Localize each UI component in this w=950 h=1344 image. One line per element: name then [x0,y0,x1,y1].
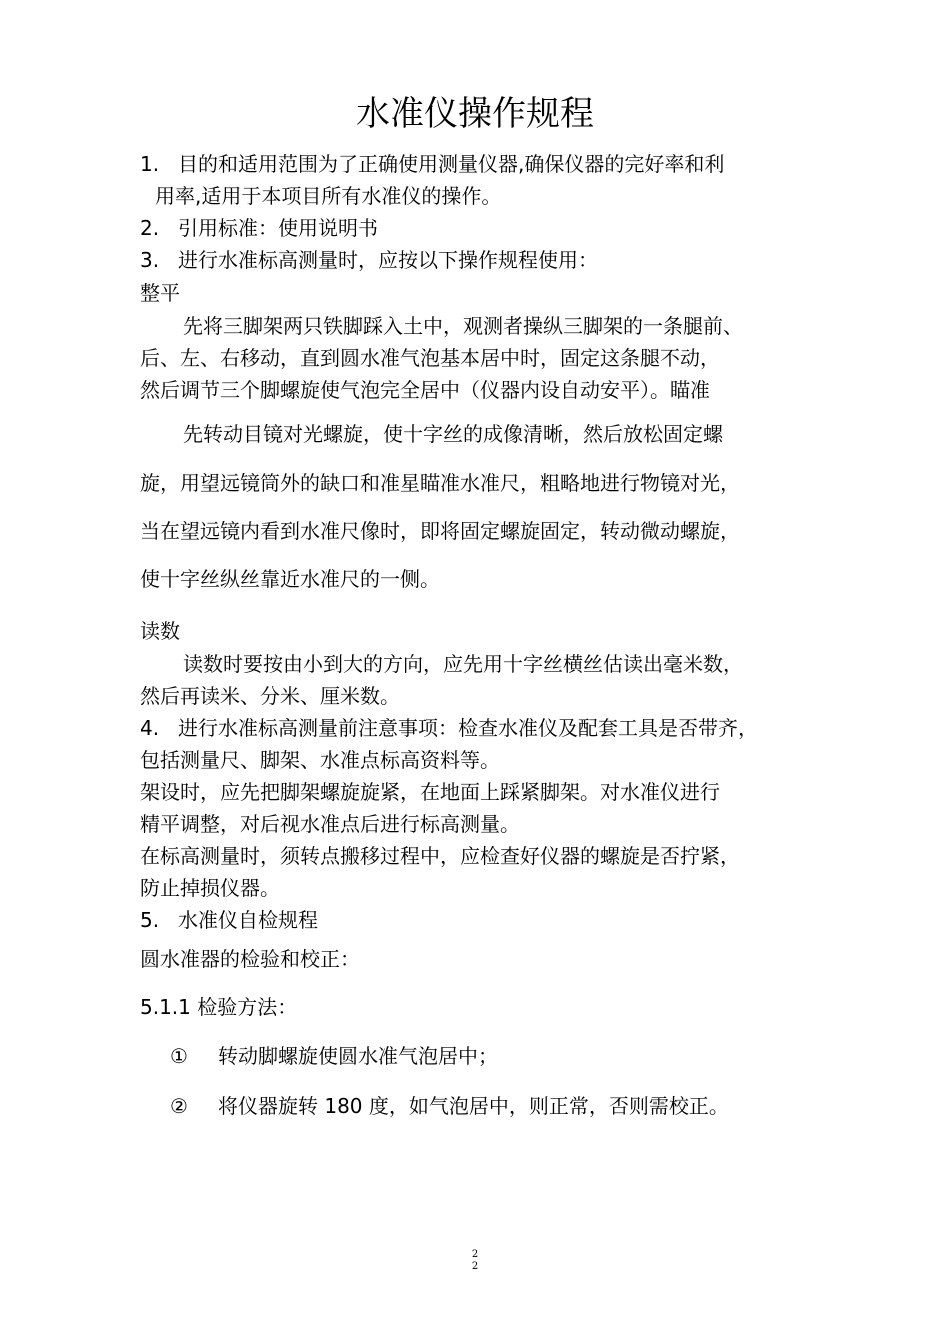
reading-heading: 读数 [140,619,180,643]
item-1-text-2: 用率,适用于本项目所有水准仪的操作。 [155,184,502,208]
item-5-text: 水准仪自检规程 [178,908,318,932]
item-5-number: 5. [140,908,160,932]
item-4-text-1: 进行水准标高测量前注意事项：检查水准仪及配套工具是否带齐， [178,716,758,740]
item-4-line-4: 精平调整，对后视水准点后进行标高测量。 [140,812,520,836]
item-4-line-3: 架设时，应先把脚架螺旋旋紧，在地面上踩紧脚架。对水准仪进行 [140,780,720,804]
aiming-line-3: 当在望远镜内看到水准尺像时，即将固定螺旋固定，转动微动螺旋， [140,519,740,543]
item-5-subheading: 圆水准器的检验和校正： [140,947,360,971]
item-3-text: 进行水准标高测量时，应按以下操作规程使用： [178,248,598,272]
leveling-line-3: 然后调节三个脚螺旋使气泡完全居中（仪器内设自动安平）。瞄准 [140,378,710,402]
item-4-number: 4. [140,716,160,740]
step-2-text: 将仪器旋转 180 度，如气泡居中，则正常，否则需校正。 [218,1094,729,1118]
aiming-line-2: 旋，用望远镜筒外的缺口和准星瞄准水准尺，粗略地进行物镜对光， [140,471,740,495]
item-5-method: 5.1.1 检验方法： [140,995,298,1019]
item-3 [140,247,598,273]
aiming-line-4: 使十字丝纵丝靠近水准尺的一侧。 [140,567,440,591]
page-number-top: 2 [471,1249,479,1260]
item-2-text: 引用标准：使用说明书 [178,216,378,240]
reading-line-2: 然后再读米、分米、厘米数。 [140,684,400,708]
step-1-text: 转动脚螺旋使圆水准气泡居中； [218,1044,498,1068]
step-1 [170,1043,498,1069]
leveling-heading: 整平 [140,281,180,305]
leveling-line-2: 后、左、右移动，直到圆水准气泡基本居中时，固定这条腿不动， [140,346,720,370]
item-1-text-1: 目的和适用范围为了正确使用测量仪器,确保仪器的完好率和利 [178,152,725,176]
leveling-line-1: 先将三脚架两只铁脚踩入土中，观测者操纵三脚架的一条腿前、 [183,314,743,338]
reading-line-1: 读数时要按由小到大的方向，应先用十字丝横丝估读出毫米数， [183,652,743,676]
step-2 [170,1093,729,1119]
item-1-number: 1. [140,152,160,176]
item-5 [140,907,318,933]
item-4-line-5: 在标高测量时，须转点搬移过程中，应检查好仪器的螺旋是否拧紧， [140,844,740,868]
page-number-bottom: 2 [471,1261,479,1272]
step-1-mark: ① [170,1044,188,1068]
item-4-line-1 [140,715,758,741]
step-2-mark: ② [170,1094,188,1118]
item-2-number: 2. [140,216,160,240]
item-4-line-2: 包括测量尺、脚架、水准点标高资料等。 [140,748,500,772]
aiming-line-1: 先转动目镜对光螺旋，使十字丝的成像清晰，然后放松固定螺 [183,422,723,446]
item-1-line-1 [140,151,724,177]
item-4-line-6: 防止掉损仪器。 [140,876,280,900]
document-title: 水准仪操作规程 [356,94,594,134]
item-3-number: 3. [140,248,160,272]
item-2 [140,215,378,241]
